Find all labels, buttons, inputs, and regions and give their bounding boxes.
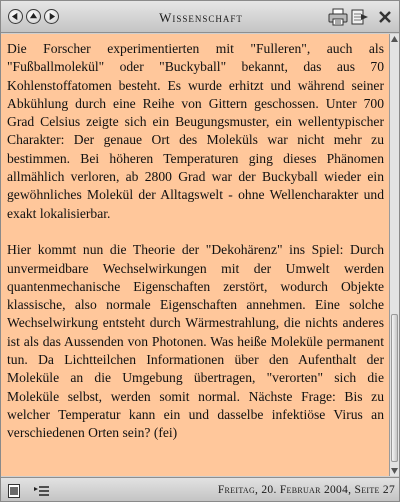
list-icon: [34, 484, 50, 498]
title-bar: [1, 1, 399, 33]
export-icon: [351, 8, 371, 26]
vertical-scrollbar[interactable]: [389, 34, 399, 476]
article-paragraph-2: Hier kommt nun die Theorie der "Dekohärenz" ins Spiel: Durch unvermeidbare Wechselwirkungen mit der Umwelt werden quantenmechanische Eigenschaften zerstört, wodurch Objekte klassische, also normale Eigenschaften annehmen. Eine solche Wechselwirkung entsteht durch Wärmestrahlung, die nichts anderes ist als das Aussenden von Photonen. Was heiße Moleküle permanent tun. Da Lichtteilchen Informationen über den Aufenthalt der Moleküle an die Umgebung übertragen, "verorten" sich die Moleküle selbst, werden somit normal. Nächste Frage: Bis zu welcher Temperatur kann ein und dasselbe infektiöse Virus an verschiedenen Orten sein? (fei): [7, 242, 384, 441]
arrow-left-icon: [11, 12, 20, 21]
chevron-up-icon: [391, 36, 398, 42]
scroll-up-button[interactable]: [390, 34, 399, 44]
arrow-right-icon: [47, 12, 56, 21]
page-icon: [8, 484, 20, 498]
export-button[interactable]: [350, 7, 372, 27]
arrow-up-icon: [29, 12, 38, 21]
close-icon: [377, 9, 393, 25]
print-button[interactable]: [327, 7, 349, 27]
close-button[interactable]: [376, 7, 394, 27]
chevron-down-icon: [391, 468, 398, 474]
issue-date-page: Freitag, 20. Februar 2004, Seite 27: [217, 484, 395, 496]
up-button[interactable]: [26, 9, 41, 24]
window-title: Wissenschaft: [159, 10, 243, 25]
list-view-button[interactable]: [34, 483, 50, 497]
article-paragraph-1: Die Forscher experimentierten mit "Fulleren", auch als "Fußballmolekül" oder "Buckyball" bekannt, das aus 70 Kohlenstoffatomen besteht. Es wurde erhitzt und während seiner Abkühlung durch eine Reihe von Gittern geschossen. Unter 700 Grad Celsius zeigte sich ein Beugungsmuster, ein wellentypischer Charakter: Der genaue Ort des Moleküls war nicht mehr zu bestimmen. Bei höheren Temperaturen ging dieses Phänomen allmählich verloren, ab 2800 Grad war der Buckyball wieder ein gewöhnliches Molekül der Alltagswelt - ohne Wellencharakter und exakt lokalisierbar.: [7, 41, 384, 221]
article-content: [1, 34, 389, 476]
status-bar: [1, 477, 399, 501]
scroll-down-button[interactable]: [390, 466, 399, 476]
scroll-thumb[interactable]: [391, 314, 398, 462]
page-view-button[interactable]: [8, 483, 20, 497]
forward-button[interactable]: [44, 9, 59, 24]
back-button[interactable]: [8, 9, 23, 24]
printer-icon: [328, 8, 348, 26]
